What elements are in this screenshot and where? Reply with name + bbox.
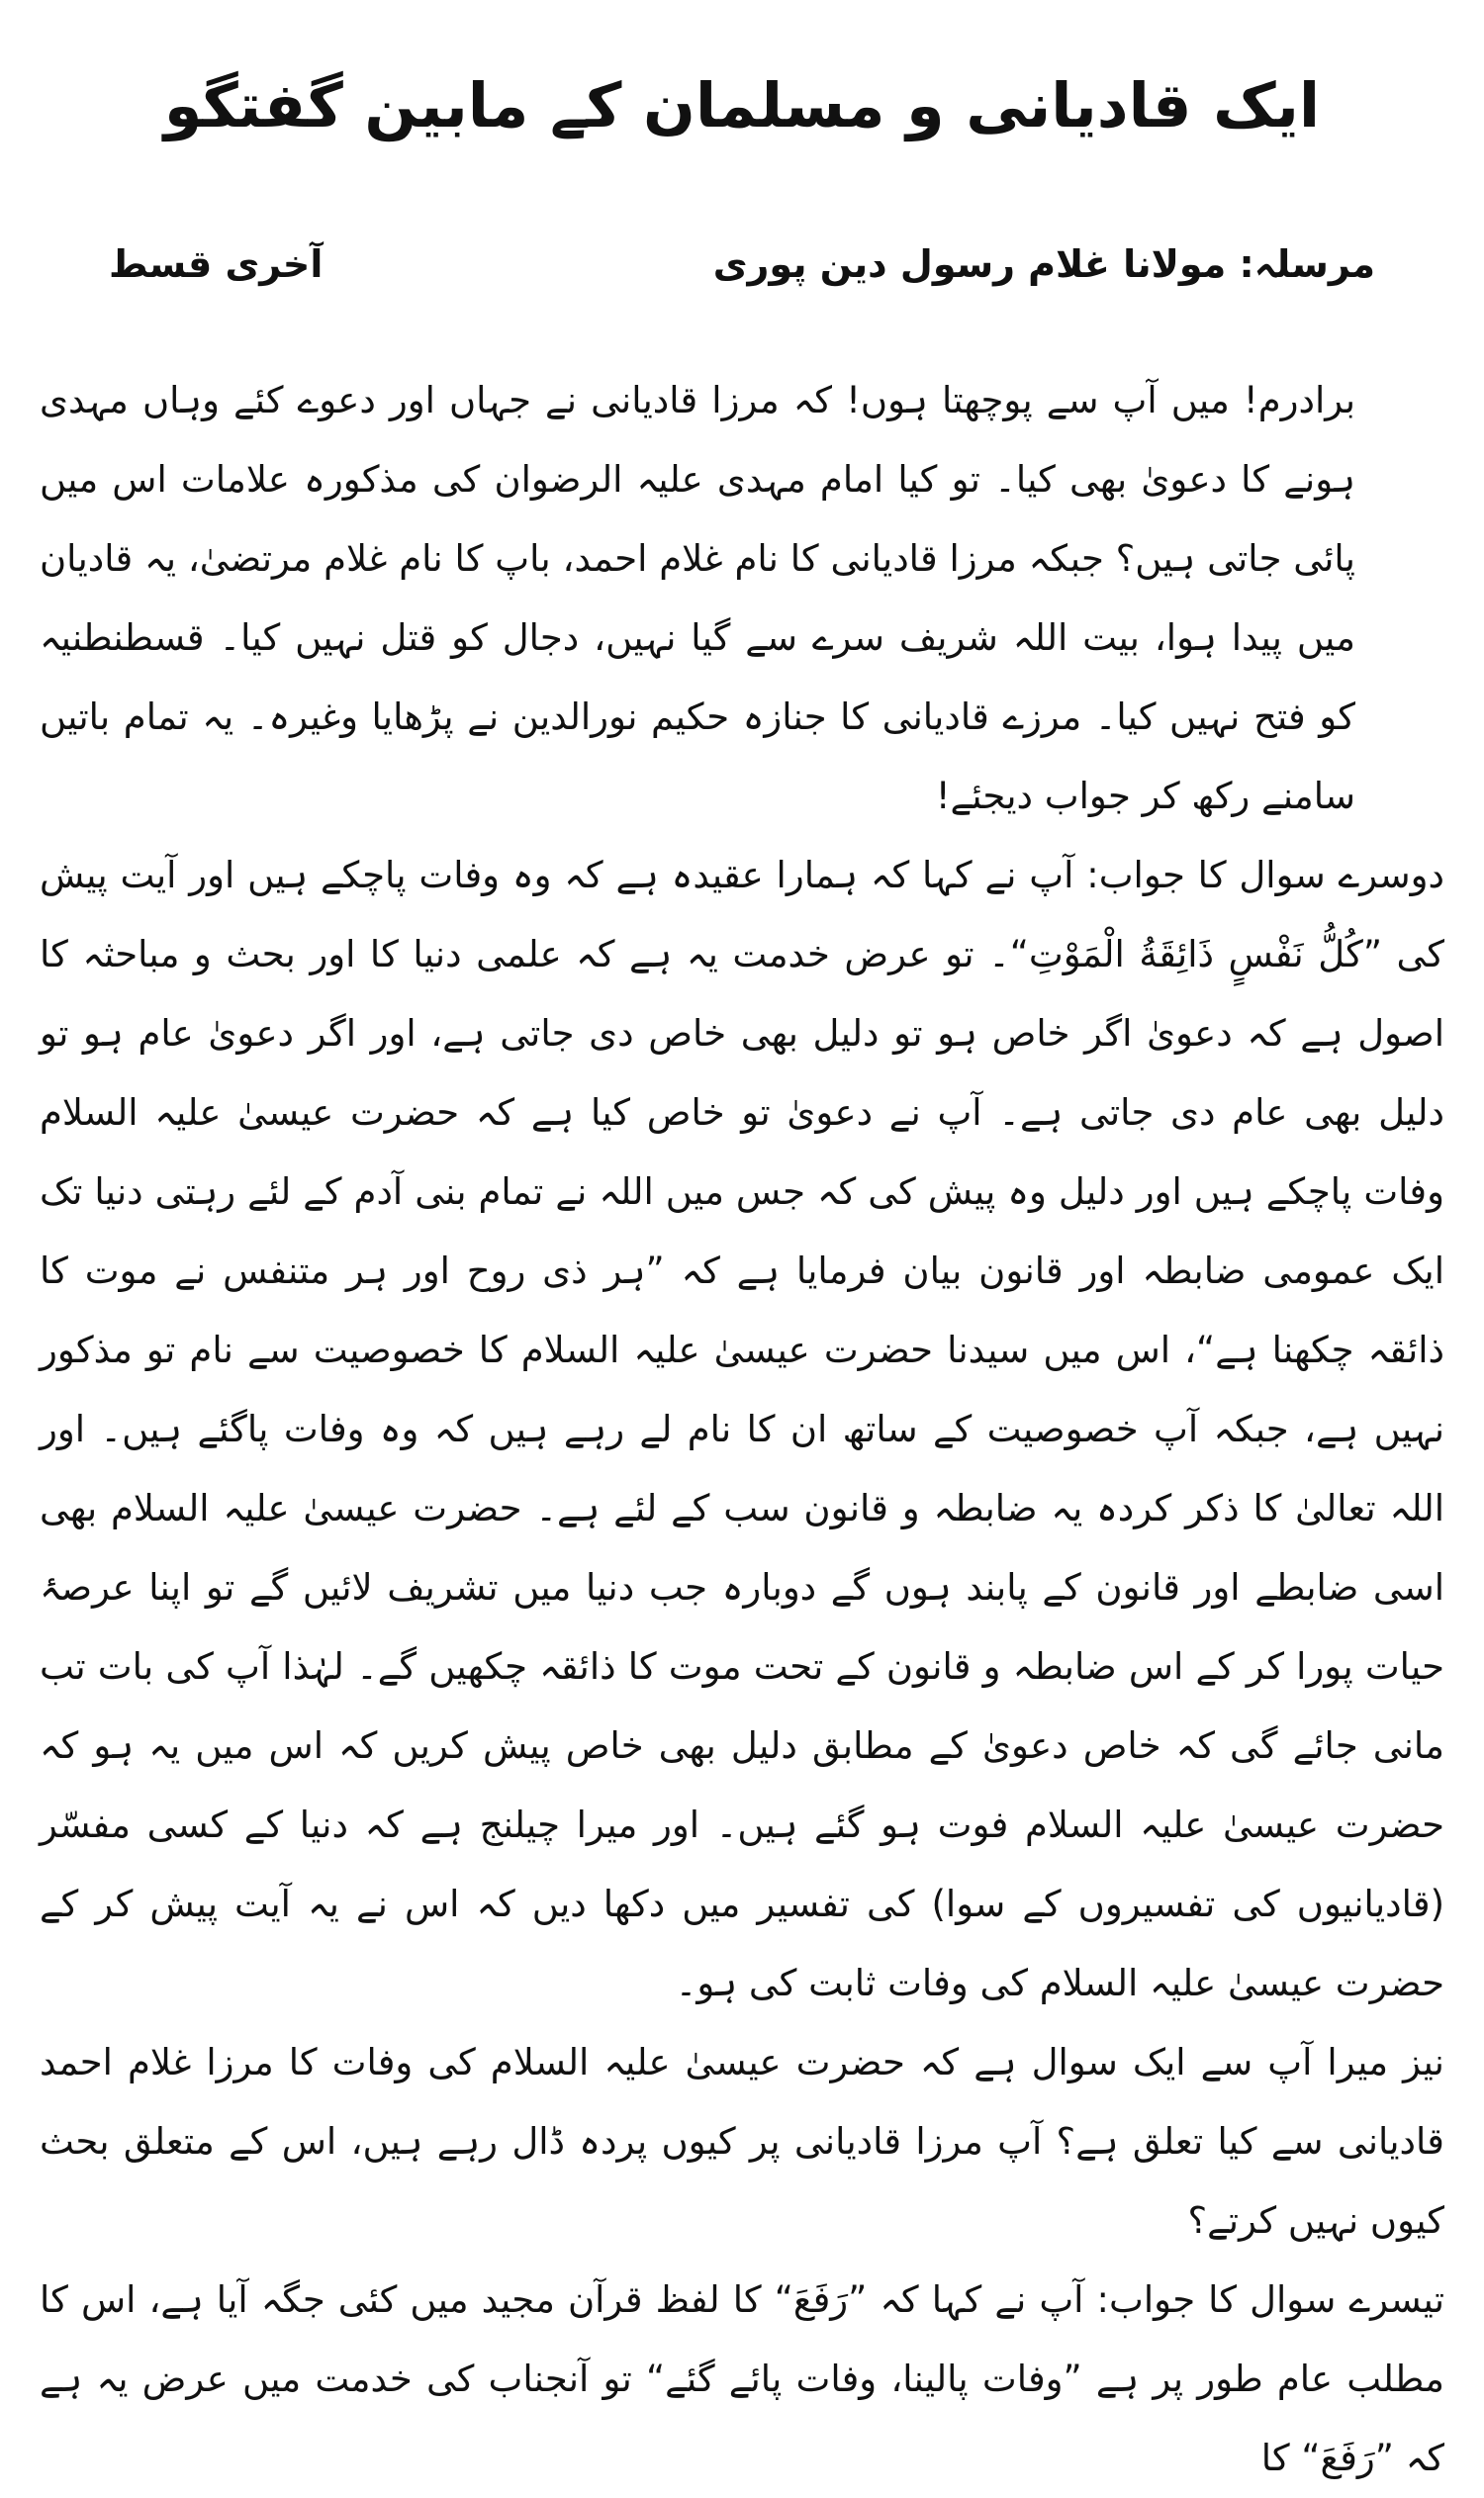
paragraph-4: تیسرے سوال کا جواب: آپ نے کہا کہ ”رَفَعَ“ کا لفظ قرآن مجید میں کئی جگہ آیا ہے، اس کا مطلب عام طور پر ہے ”وفات پالینا، وفات پائے گئے“ تو آنجناب کی خدمت میں عرض یہ ہے کہ ”رَفَعَ“ کا	[40, 2278, 1444, 2479]
sender-label: مرسلہ: مولانا غلام رسول دین پوری	[712, 242, 1375, 286]
paragraph-2: دوسرے سوال کا جواب: آپ نے کہا کہ ہمارا عقیدہ ہے کہ وہ وفات پاچکے ہیں اور آیت پیش کی ”کُلُّ نَفْسٍ ذَائِقَةُ الْمَوْتِ“۔ تو عرض خدمت یہ ہے کہ علمی دنیا کا اور بحث و مباحثہ کا اصول ہے کہ دعویٰ اگر خاص ہو تو دلیل بھی خاص دی جاتی ہے، اور اگر دعویٰ عام ہو تو دلیل بھی عام دی جاتی ہے۔ آپ نے دعویٰ تو خاص کیا ہے کہ حضرت عیسیٰ علیہ السلام وفات پاچکے ہیں اور دلیل وہ پیش کی کہ جس میں اللہ نے تمام بنی آدم کے لئے رہتی دنیا تک ایک عمومی ضابطہ اور قانون بیان فرمایا ہے کہ ”ہر ذی روح اور ہر متنفس نے موت کا ذائقہ چکھنا ہے“، اس میں سیدنا حضرت عیسیٰ علیہ السلام کا خصوصیت سے نام تو مذکور نہیں ہے، جبکہ آپ خصوصیت کے ساتھ ان کا نام لے رہے ہیں کہ وہ وفات پاگئے ہیں۔ اور اللہ تعالیٰ کا ذکر کردہ یہ ضابطہ و قانون سب کے لئے ہے۔ حضرت عیسیٰ علیہ السلام بھی اسی ضابطے اور قانون کے پابند ہوں گے دوبارہ جب دنیا میں تشریف لائیں گے تو اپنا عرصۂ حیات پورا کر کے اس ضابطہ و قانون کے تحت موت کا ذائقہ چکھیں گے۔ لہٰذا آپ کی بات تب مانی جائے گی کہ خاص دعویٰ کے مطابق دلیل بھی خاص پیش کریں کہ اس میں یہ ہو کہ حضرت عیسیٰ علیہ السلام فوت ہو گئے ہیں۔ اور میرا چیلنج ہے کہ دنیا کے کسی مفسّر (قادیانیوں کی تفسیروں کے سوا) کی تفسیر میں دکھا دیں کہ اس نے یہ آیت پیش کر کے حضرت عیسیٰ علیہ السلام کی وفات ثابت کی ہو۔	[40, 854, 1445, 2004]
paragraph-1: برادرم! میں آپ سے پوچھتا ہوں! کہ مرزا قادیانی نے جہاں اور دعوے کئے وہاں مہدی ہونے کا دعویٰ بھی کیا۔ تو کیا امام مہدی علیہ الرضوان کی مذکورہ علامات اس میں پائی جاتی ہیں؟ جبکہ مرزا قادیانی کا نام غلام احمد، باپ کا نام غلام مرتضیٰ، یہ قادیان میں پیدا ہوا، بیت اللہ شریف سرے سے گیا نہیں، دجال کو قتل نہیں کیا۔ قسطنطنیہ کو فتح نہیں کیا۔ مرزے قادیانی کا جنازہ حکیم نورالدین نے پڑھایا وغیرہ۔ یہ تمام باتیں سامنے رکھ کر جواب دیجئے!	[40, 379, 1355, 817]
paragraph-3: نیز میرا آپ سے ایک سوال ہے کہ حضرت عیسیٰ علیہ السلام کی وفات کا مرزا غلام احمد قادیانی سے کیا تعلق ہے؟ آپ مرزا قادیانی پر کیوں پردہ ڈال رہے ہیں، اس کے متعلق بحث کیوں نہیں کرتے؟	[40, 2041, 1444, 2242]
article-body	[40, 361, 1444, 2498]
installment-label: آخری قسط	[109, 242, 324, 286]
byline-row	[109, 242, 1375, 286]
article-title: ایک قادیانی و مسلمان کے مابین گفتگو	[163, 69, 1321, 141]
